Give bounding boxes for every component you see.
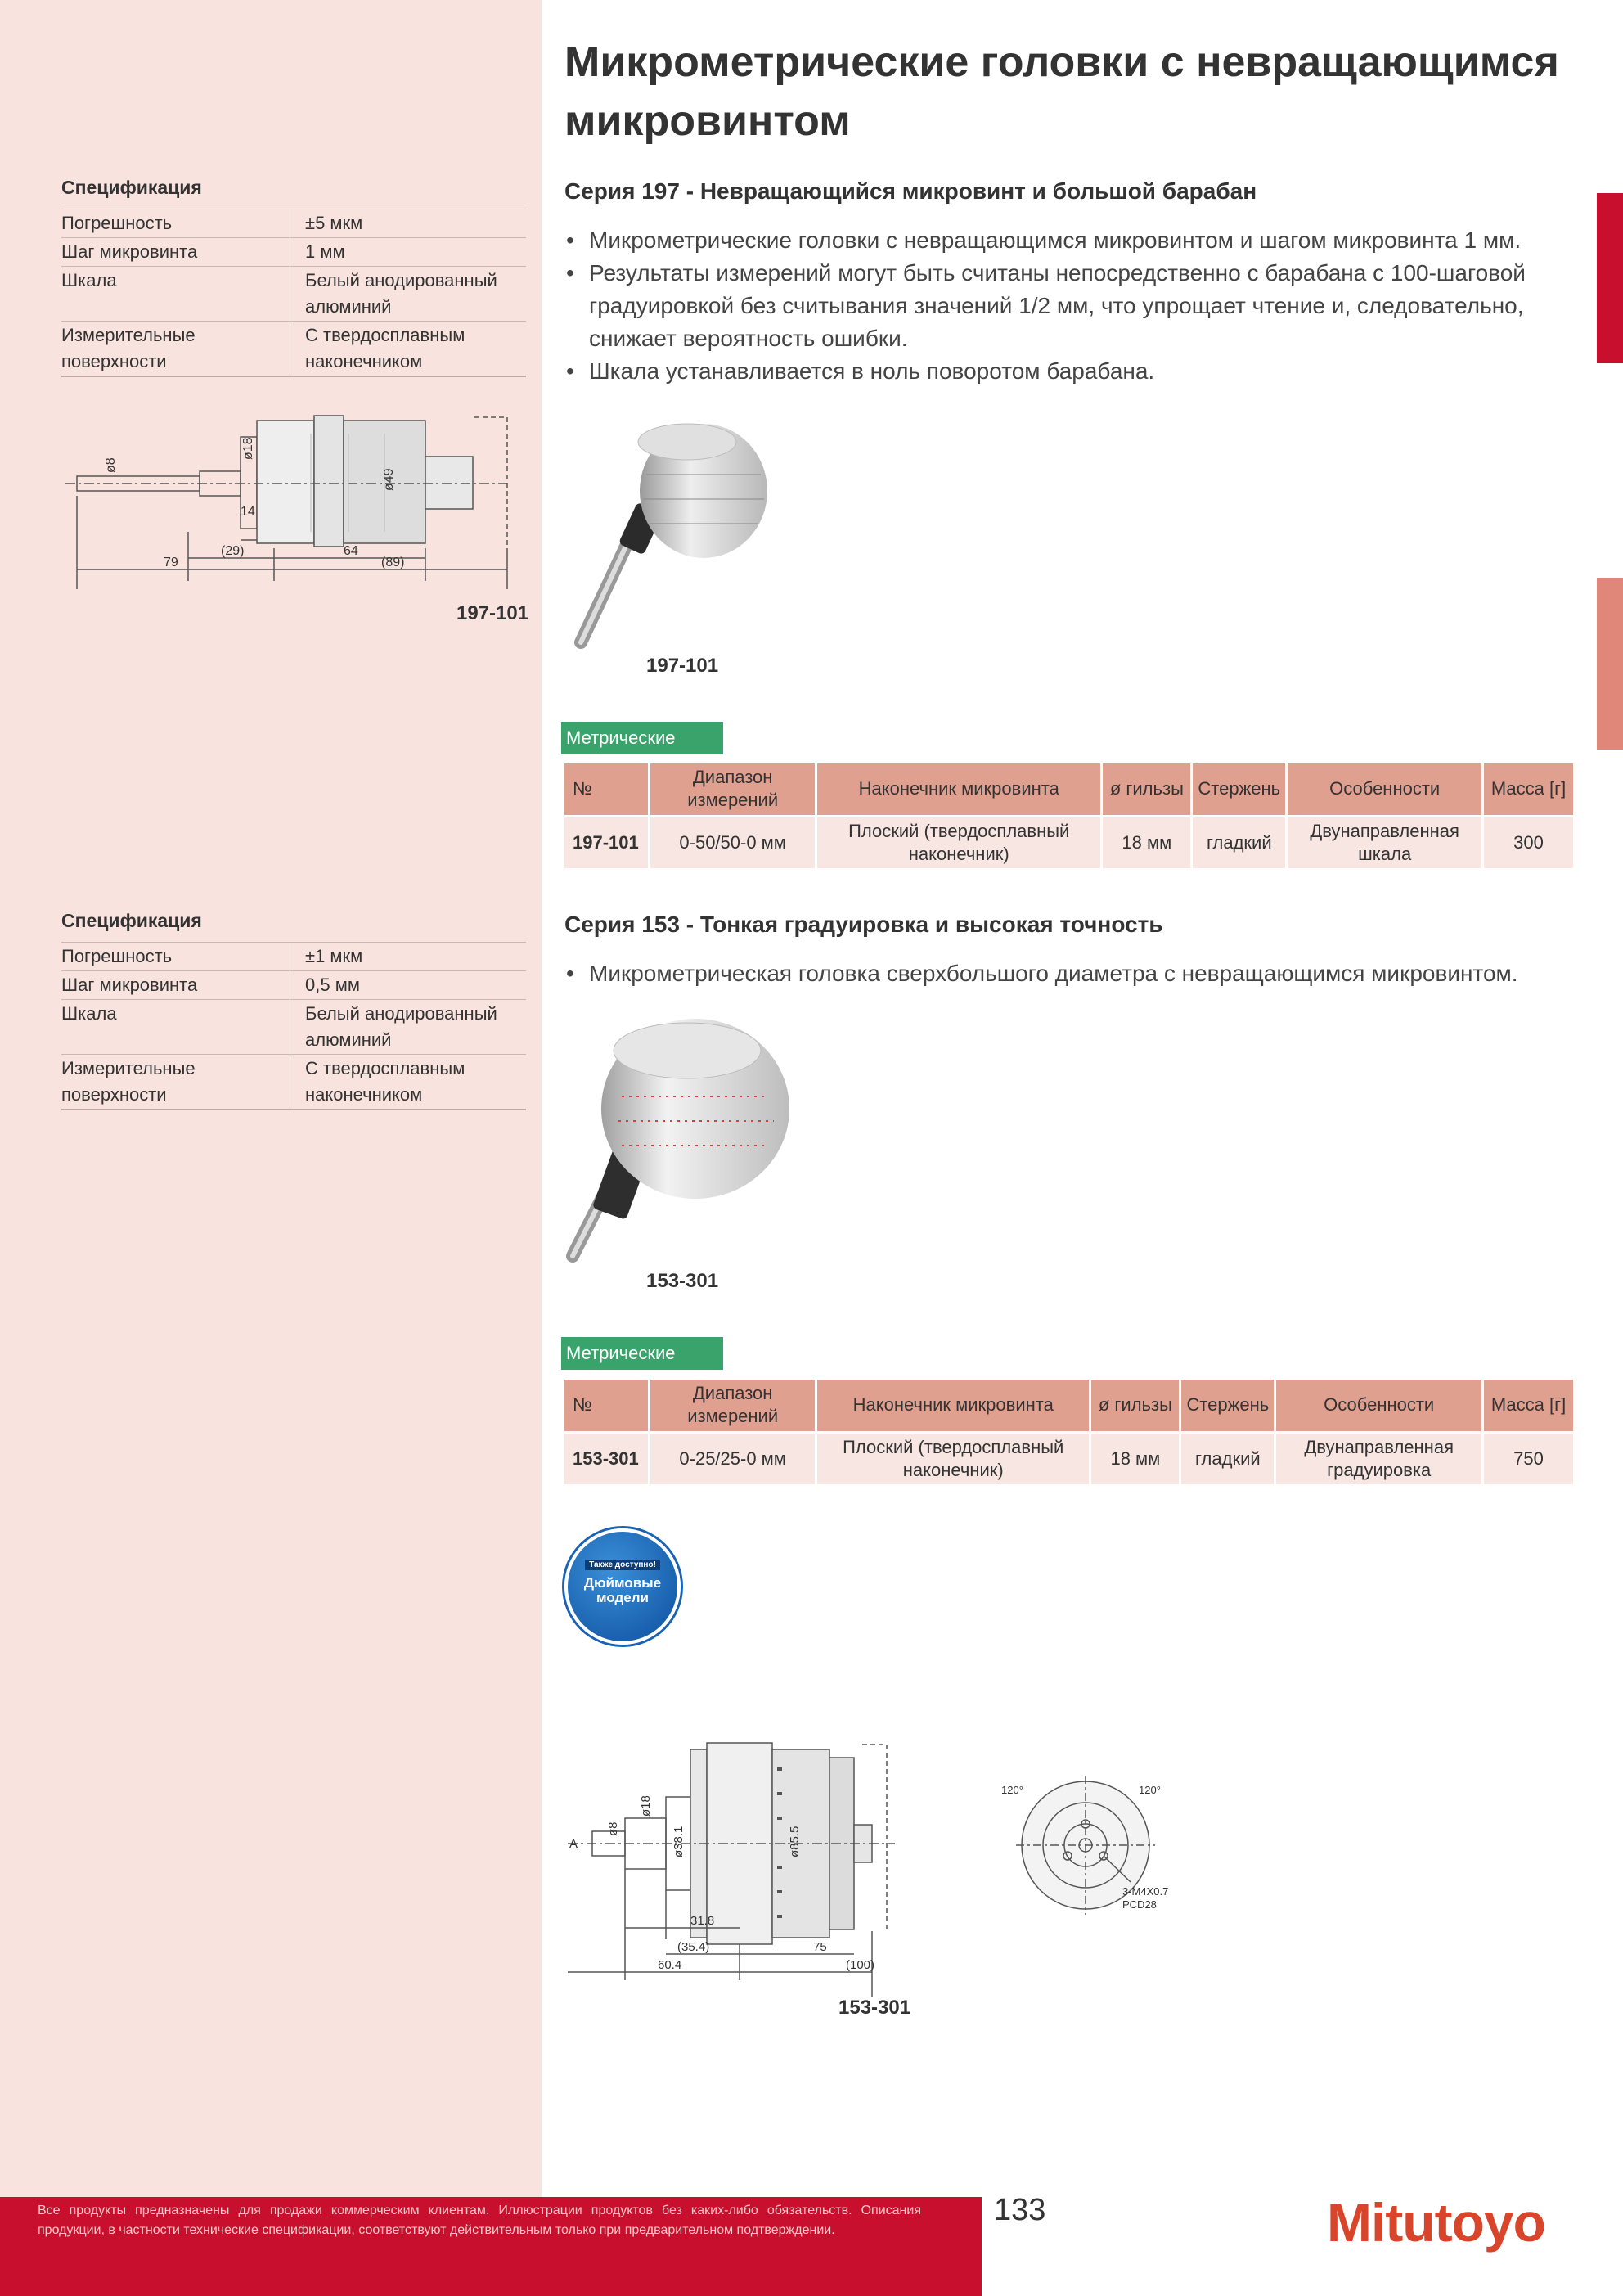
technical-drawing-197 — [65, 401, 524, 597]
dim-label: ø49 — [382, 468, 396, 491]
col-header: Стержень — [1180, 1380, 1275, 1432]
bullet-item: • Микрометрическая головка сверхбольшого диаметра с невращающимся микровинтом. — [564, 957, 1579, 990]
dim-label: (35.4) — [677, 1940, 710, 1954]
col-header: Наконечник микровинта — [816, 763, 1102, 816]
col-header: Диапазон измерений — [650, 763, 816, 816]
col-header: Особенности — [1275, 1380, 1483, 1432]
table-cell: 0-25/25-0 мм — [650, 1432, 816, 1484]
table-cell: Плоский (твердосплавный наконечник) — [816, 1432, 1090, 1484]
spec-row: Шаг микровинта 1 мм — [61, 237, 526, 266]
table-cell: 18 мм — [1090, 1432, 1180, 1484]
product-photo-153 — [564, 1015, 810, 1268]
spec-title: Спецификация — [61, 910, 202, 931]
col-header: Особенности — [1287, 763, 1483, 816]
spec-table-153 — [61, 910, 526, 1110]
dim-label: (100) — [846, 1958, 875, 1972]
drawing-caption-153: 153-301 — [838, 1997, 911, 2019]
dim-label: (89) — [381, 556, 405, 569]
dim-label: 31.8 — [690, 1914, 715, 1928]
series-153-bullets — [564, 957, 1579, 990]
table-cell: Двунаправленная шкала — [1287, 816, 1483, 868]
side-tab-salmon[interactable] — [1597, 578, 1623, 750]
dim-label: 60.4 — [658, 1958, 682, 1972]
mitutoyo-logo: Mitutoyo — [1327, 2192, 1545, 2253]
table-cell: 197-101 — [564, 816, 650, 868]
col-header: № — [564, 1380, 650, 1432]
tag-metric: Метрические — [561, 722, 723, 754]
spec-row: Погрешность ±5 мкм — [61, 209, 526, 237]
holes-label: 3-M4X0.7 — [1122, 1885, 1169, 1898]
dim-label: ø18 — [241, 437, 255, 460]
dim-label: A — [569, 1837, 578, 1851]
table-header-row — [564, 1380, 1575, 1432]
col-header: ø гильзы — [1102, 763, 1192, 816]
dim-label: (29) — [221, 544, 245, 558]
dim-label: 14 — [241, 505, 255, 519]
product-photo-197 — [564, 409, 810, 655]
photo-caption-197: 197-101 — [646, 655, 719, 677]
spec-title: Спецификация — [61, 177, 202, 198]
product-table-153 — [564, 1380, 1576, 1484]
page-number: 133 — [994, 2193, 1046, 2227]
table-cell: 18 мм — [1102, 816, 1192, 868]
table-row — [564, 816, 1575, 868]
spec-row: Погрешность ±1 мкм — [61, 942, 526, 970]
series-197-title: Серия 197 - Невращающийся микровинт и большой барабан — [564, 178, 1257, 204]
table-cell: 153-301 — [564, 1432, 650, 1484]
drawing-caption-197: 197-101 — [456, 602, 529, 624]
dim-label: ø8 — [104, 457, 118, 473]
table-cell: Двунаправленная градуировка — [1275, 1432, 1483, 1484]
photo-caption-153: 153-301 — [646, 1270, 719, 1292]
col-header: Наконечник микровинта — [816, 1380, 1090, 1432]
product-table-197 — [564, 763, 1576, 868]
series-153-title: Серия 153 - Тонкая градуировка и высокая точность — [564, 912, 1163, 937]
dim-label: ø8 — [606, 1821, 620, 1836]
dim-label: 79 — [164, 556, 178, 569]
footer-disclaimer: Все продукты предназначены для продажи коммерческим клиентам. Иллюстрации продуктов без каких-либо обязательств. Описания продукции, в частности технические спецификации, соответствуют действительным только при предварительном подтверждении. — [38, 2204, 921, 2237]
col-header: ø гильзы — [1090, 1380, 1180, 1432]
badge-top-text: Также доступно! — [585, 1560, 660, 1570]
spec-row: Шаг микровинта 0,5 мм — [61, 970, 526, 999]
table-cell: гладкий — [1192, 816, 1287, 868]
dim-label: 64 — [344, 544, 358, 558]
tag-metric: Метрические — [561, 1337, 723, 1370]
table-cell: 750 — [1483, 1432, 1575, 1484]
bullet-item: • Результаты измерений могут быть считаны непосредственно с барабана с 100-шаговой градуировкой без считывания значений 1/2 мм, что упрощает чтение и, следовательно, снижает вероятность ошибки. — [564, 257, 1579, 355]
col-header: Стержень — [1192, 763, 1287, 816]
table-cell: гладкий — [1180, 1432, 1275, 1484]
bullet-item: • Микрометрические головки с невращающимся микровинтом и шагом микровинта 1 мм. — [564, 224, 1579, 257]
spec-row: Измерительные поверхности С твердосплавным наконечником — [61, 321, 526, 377]
dim-label: ø38.1 — [672, 1826, 686, 1857]
col-header: Масса [г] — [1483, 763, 1575, 816]
side-tab-red[interactable] — [1597, 193, 1623, 363]
technical-drawing-153 — [568, 1735, 1009, 2013]
dim-label: ø18 — [639, 1795, 653, 1817]
col-header: Диапазон измерений — [650, 1380, 816, 1432]
bullet-item: • Шкала устанавливается в ноль поворотом барабана. — [564, 355, 1579, 388]
table-header-row — [564, 763, 1575, 816]
page-title: Микрометрические головки с невращающимся микровинтом — [564, 38, 1559, 145]
table-cell: Плоский (твердосплавный наконечник) — [816, 816, 1102, 868]
dim-label: 75 — [813, 1940, 827, 1954]
angle-label: 120° — [1001, 1784, 1023, 1796]
badge-main-text: Дюймовые модели — [583, 1575, 662, 1605]
series-197-bullets — [564, 224, 1579, 388]
table-cell: 0-50/50-0 мм — [650, 816, 816, 868]
dim-label: ø85.5 — [788, 1826, 802, 1857]
table-row — [564, 1432, 1575, 1484]
spec-row: Шкала Белый анодированный алюминий — [61, 266, 526, 321]
table-cell: 300 — [1483, 816, 1575, 868]
angle-label: 120° — [1139, 1784, 1161, 1796]
col-header: Масса [г] — [1483, 1380, 1575, 1432]
col-header: № — [564, 763, 650, 816]
spec-table-197 — [61, 177, 526, 377]
inch-models-badge[interactable] — [564, 1528, 681, 1645]
pcd-label: PCD28 — [1122, 1898, 1157, 1911]
spec-row: Шкала Белый анодированный алюминий — [61, 999, 526, 1054]
spec-row: Измерительные поверхности С твердосплавным наконечником — [61, 1054, 526, 1110]
technical-drawing-153-front — [1000, 1776, 1188, 1923]
